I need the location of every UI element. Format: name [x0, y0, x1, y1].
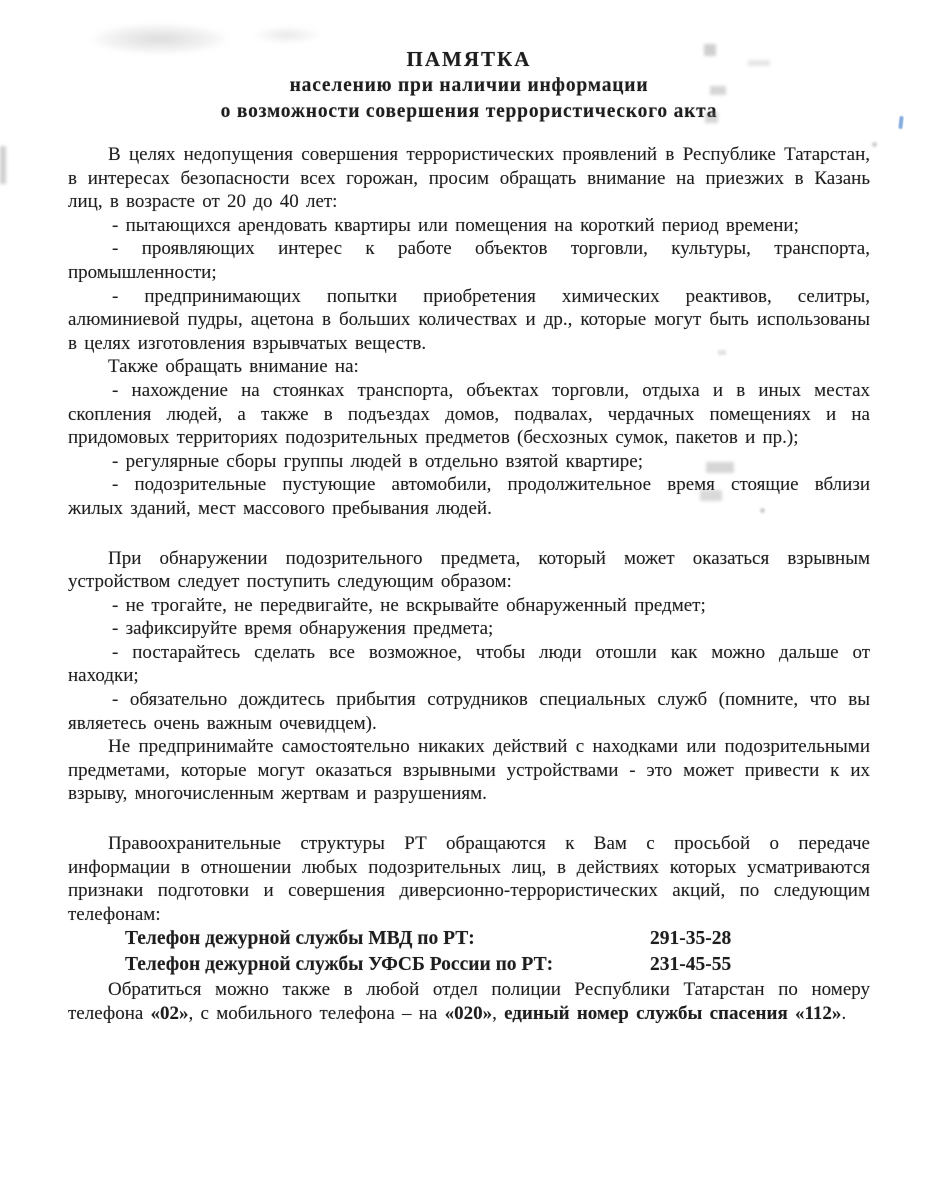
closing-text: Обратиться можно также в любой отдел полиции Республики Татарстан по номеру телефона	[68, 979, 870, 1024]
document-subtitle-line1: населению при наличии информации	[289, 75, 649, 96]
closing-text: ,	[492, 1003, 505, 1024]
closing-text: , с мобильного телефона – на	[188, 1003, 445, 1024]
paragraph-closing	[68, 978, 870, 1025]
title-block	[68, 46, 870, 125]
phone-line-ufsb	[68, 952, 870, 978]
closing-number-112: единый номер службы спасения «112»	[504, 1003, 842, 1024]
list-item-vehicles: - подозрительные пустующие автомобили, продолжительное время стоящие вблизи жилых зданий, мест массового пребывания людей.	[68, 474, 870, 519]
list-item-interest: - проявляющих интерес к работе объектов торговли, культуры, транспорта, промышленности;	[68, 238, 870, 283]
document-subtitle-line2: о возможности совершения террористического акта	[220, 101, 718, 122]
list-item-renting: - пытающихся арендовать квартиры или помещения на короткий период времени;	[112, 214, 799, 236]
paragraph-also-heading: Также обращать внимание на:	[108, 356, 359, 378]
list-item-suspicious-objects: - нахождение на стоянках транспорта, объектах торговли, отдыха и в иных местах скопления людей, а также в подъездах домов, подвалах, чердачных помещениях и на придомовых территориях подозрительных предметов (бесхозных сумок, пакетов и пр.);	[68, 379, 870, 449]
list-item-gatherings: - регулярные сборы группы людей в отдельно взятой квартире;	[112, 450, 643, 472]
list-item-move-people: - постарайтесь сделать все возможное, чтобы люди отошли как можно дальше от находки;	[68, 641, 870, 687]
list-item-record-time: - зафиксируйте время обнаружения предмета;	[112, 618, 494, 640]
phone-line-mvd	[68, 926, 870, 952]
paragraph-contact-intro: Правоохранительные структуры РТ обращаются к Вам с просьбой о передаче информации в отношении любых подозрительных лиц, в действиях которых усматриваются признаки подготовки и совершения диверсионно-террористических акций, по следующим телефонам:	[68, 833, 870, 925]
list-item-wait-services: - обязательно дождитесь прибытия сотрудников специальных служб (помните, что вы являетесь очень важным очевидцем).	[68, 689, 870, 734]
list-item-do-not-touch: - не трогайте, не передвигайте, не вскрывайте обнаруженный предмет;	[112, 594, 706, 616]
closing-number-02: «02»	[150, 1003, 189, 1024]
paragraph-intro: В целях недопущения совершения террористических проявлений в Республике Татарстан, в интересах безопасности всех горожан, просим обращать внимание на приезжих в Казань лиц, в возрасте от 20 до 40 лет:	[68, 144, 870, 213]
scan-speck	[872, 142, 877, 147]
scan-edge-mark	[0, 146, 6, 184]
paragraph-warning: Не предпринимайте самостоятельно никаких действий с находками или подозрительными предметами, которые могут оказаться взрывными устройствами - это может привести к их взрыву, многочисленным жертвам и разрушениям.	[68, 736, 870, 805]
closing-number-020: «020»	[444, 1003, 493, 1024]
closing-text: .	[841, 1003, 847, 1024]
phone-label-ufsb: Телефон дежурной службы УФСБ России по РТ:	[125, 954, 554, 976]
document-title: ПАМЯТКА	[406, 47, 532, 71]
list-item-chemicals: - предпринимающих попытки приобретения химических реактивов, селитры, алюминиевой пудры, ацетона в больших количествах и др., которые могут быть использованы в целях изготовления взрывчатых веществ.	[68, 285, 870, 354]
phone-number-ufsb: 231-45-55	[650, 954, 732, 976]
phone-label-mvd: Телефон дежурной службы МВД по РТ:	[125, 928, 475, 950]
scan-blue-mark	[898, 116, 903, 129]
phone-number-mvd: 291-35-28	[650, 928, 732, 950]
paragraph-found-intro: При обнаружении подозрительного предмета, который может оказаться взрывным устройством следует поступить следующим образом:	[68, 547, 870, 593]
scan-smudge	[252, 26, 322, 44]
